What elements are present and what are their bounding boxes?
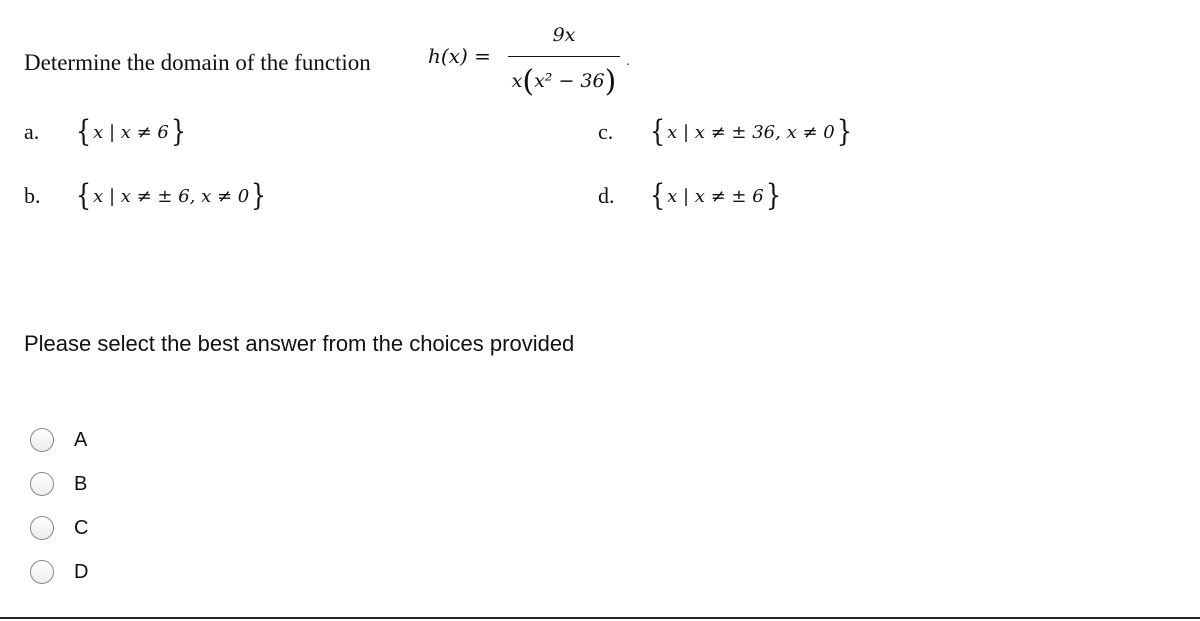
choice-set-body: x | x ≠ ± 36, x ≠ 0	[667, 121, 835, 143]
choice-set	[648, 114, 854, 149]
denominator-inner: x² − 36	[534, 70, 605, 92]
choice-d	[598, 176, 783, 216]
option-b[interactable]	[30, 462, 88, 506]
option-label[interactable]: D	[74, 560, 89, 583]
choice-set	[74, 178, 268, 213]
option-label[interactable]: B	[74, 472, 88, 495]
choice-letter: a.	[24, 119, 40, 144]
function-fraction	[508, 24, 620, 104]
radio-button-c[interactable]	[30, 516, 54, 540]
choice-set-body: x | x ≠ ± 6, x ≠ 0	[93, 185, 250, 207]
choice-set	[74, 114, 188, 149]
close-paren-icon: )	[604, 64, 617, 99]
radio-button-a[interactable]	[30, 428, 54, 452]
denominator-outer: x	[511, 70, 523, 92]
question-end-mark: .	[626, 54, 630, 68]
question-stem	[24, 24, 724, 104]
choice-set-body: x | x ≠ ± 6	[667, 185, 764, 207]
fraction-numerator: 9x	[552, 24, 576, 46]
fraction-bar	[508, 56, 620, 57]
open-brace-icon: {	[75, 178, 92, 213]
option-a[interactable]	[30, 418, 88, 462]
answer-options	[30, 418, 88, 594]
option-label[interactable]: C	[74, 516, 89, 539]
function-name: h(x) =	[428, 44, 491, 68]
choice-a	[24, 112, 188, 152]
choice-c	[598, 112, 854, 152]
choice-letter: d.	[598, 183, 615, 208]
choice-set-body: x | x ≠ 6	[93, 121, 169, 143]
close-brace-icon: }	[765, 178, 781, 213]
close-brace-icon: }	[251, 178, 267, 213]
radio-button-d[interactable]	[30, 560, 54, 584]
choice-b	[24, 176, 268, 216]
option-d[interactable]	[30, 550, 88, 594]
open-brace-icon: {	[649, 178, 666, 213]
question-text: Determine the domain of the function	[24, 50, 371, 75]
close-brace-icon: }	[836, 114, 852, 149]
open-brace-icon: {	[75, 114, 92, 149]
fraction-denominator	[508, 64, 620, 99]
bottom-divider	[0, 617, 1200, 619]
open-brace-icon: {	[649, 114, 666, 149]
open-paren-icon: (	[522, 64, 535, 99]
choice-letter: b.	[24, 183, 41, 208]
choice-set	[648, 178, 783, 213]
close-brace-icon: }	[170, 114, 187, 149]
answer-prompt: Please select the best answer from the choices provided	[24, 331, 575, 356]
option-label[interactable]: A	[74, 428, 88, 451]
choice-letter: c.	[598, 119, 614, 144]
radio-button-b[interactable]	[30, 472, 54, 496]
option-c[interactable]	[30, 506, 88, 550]
